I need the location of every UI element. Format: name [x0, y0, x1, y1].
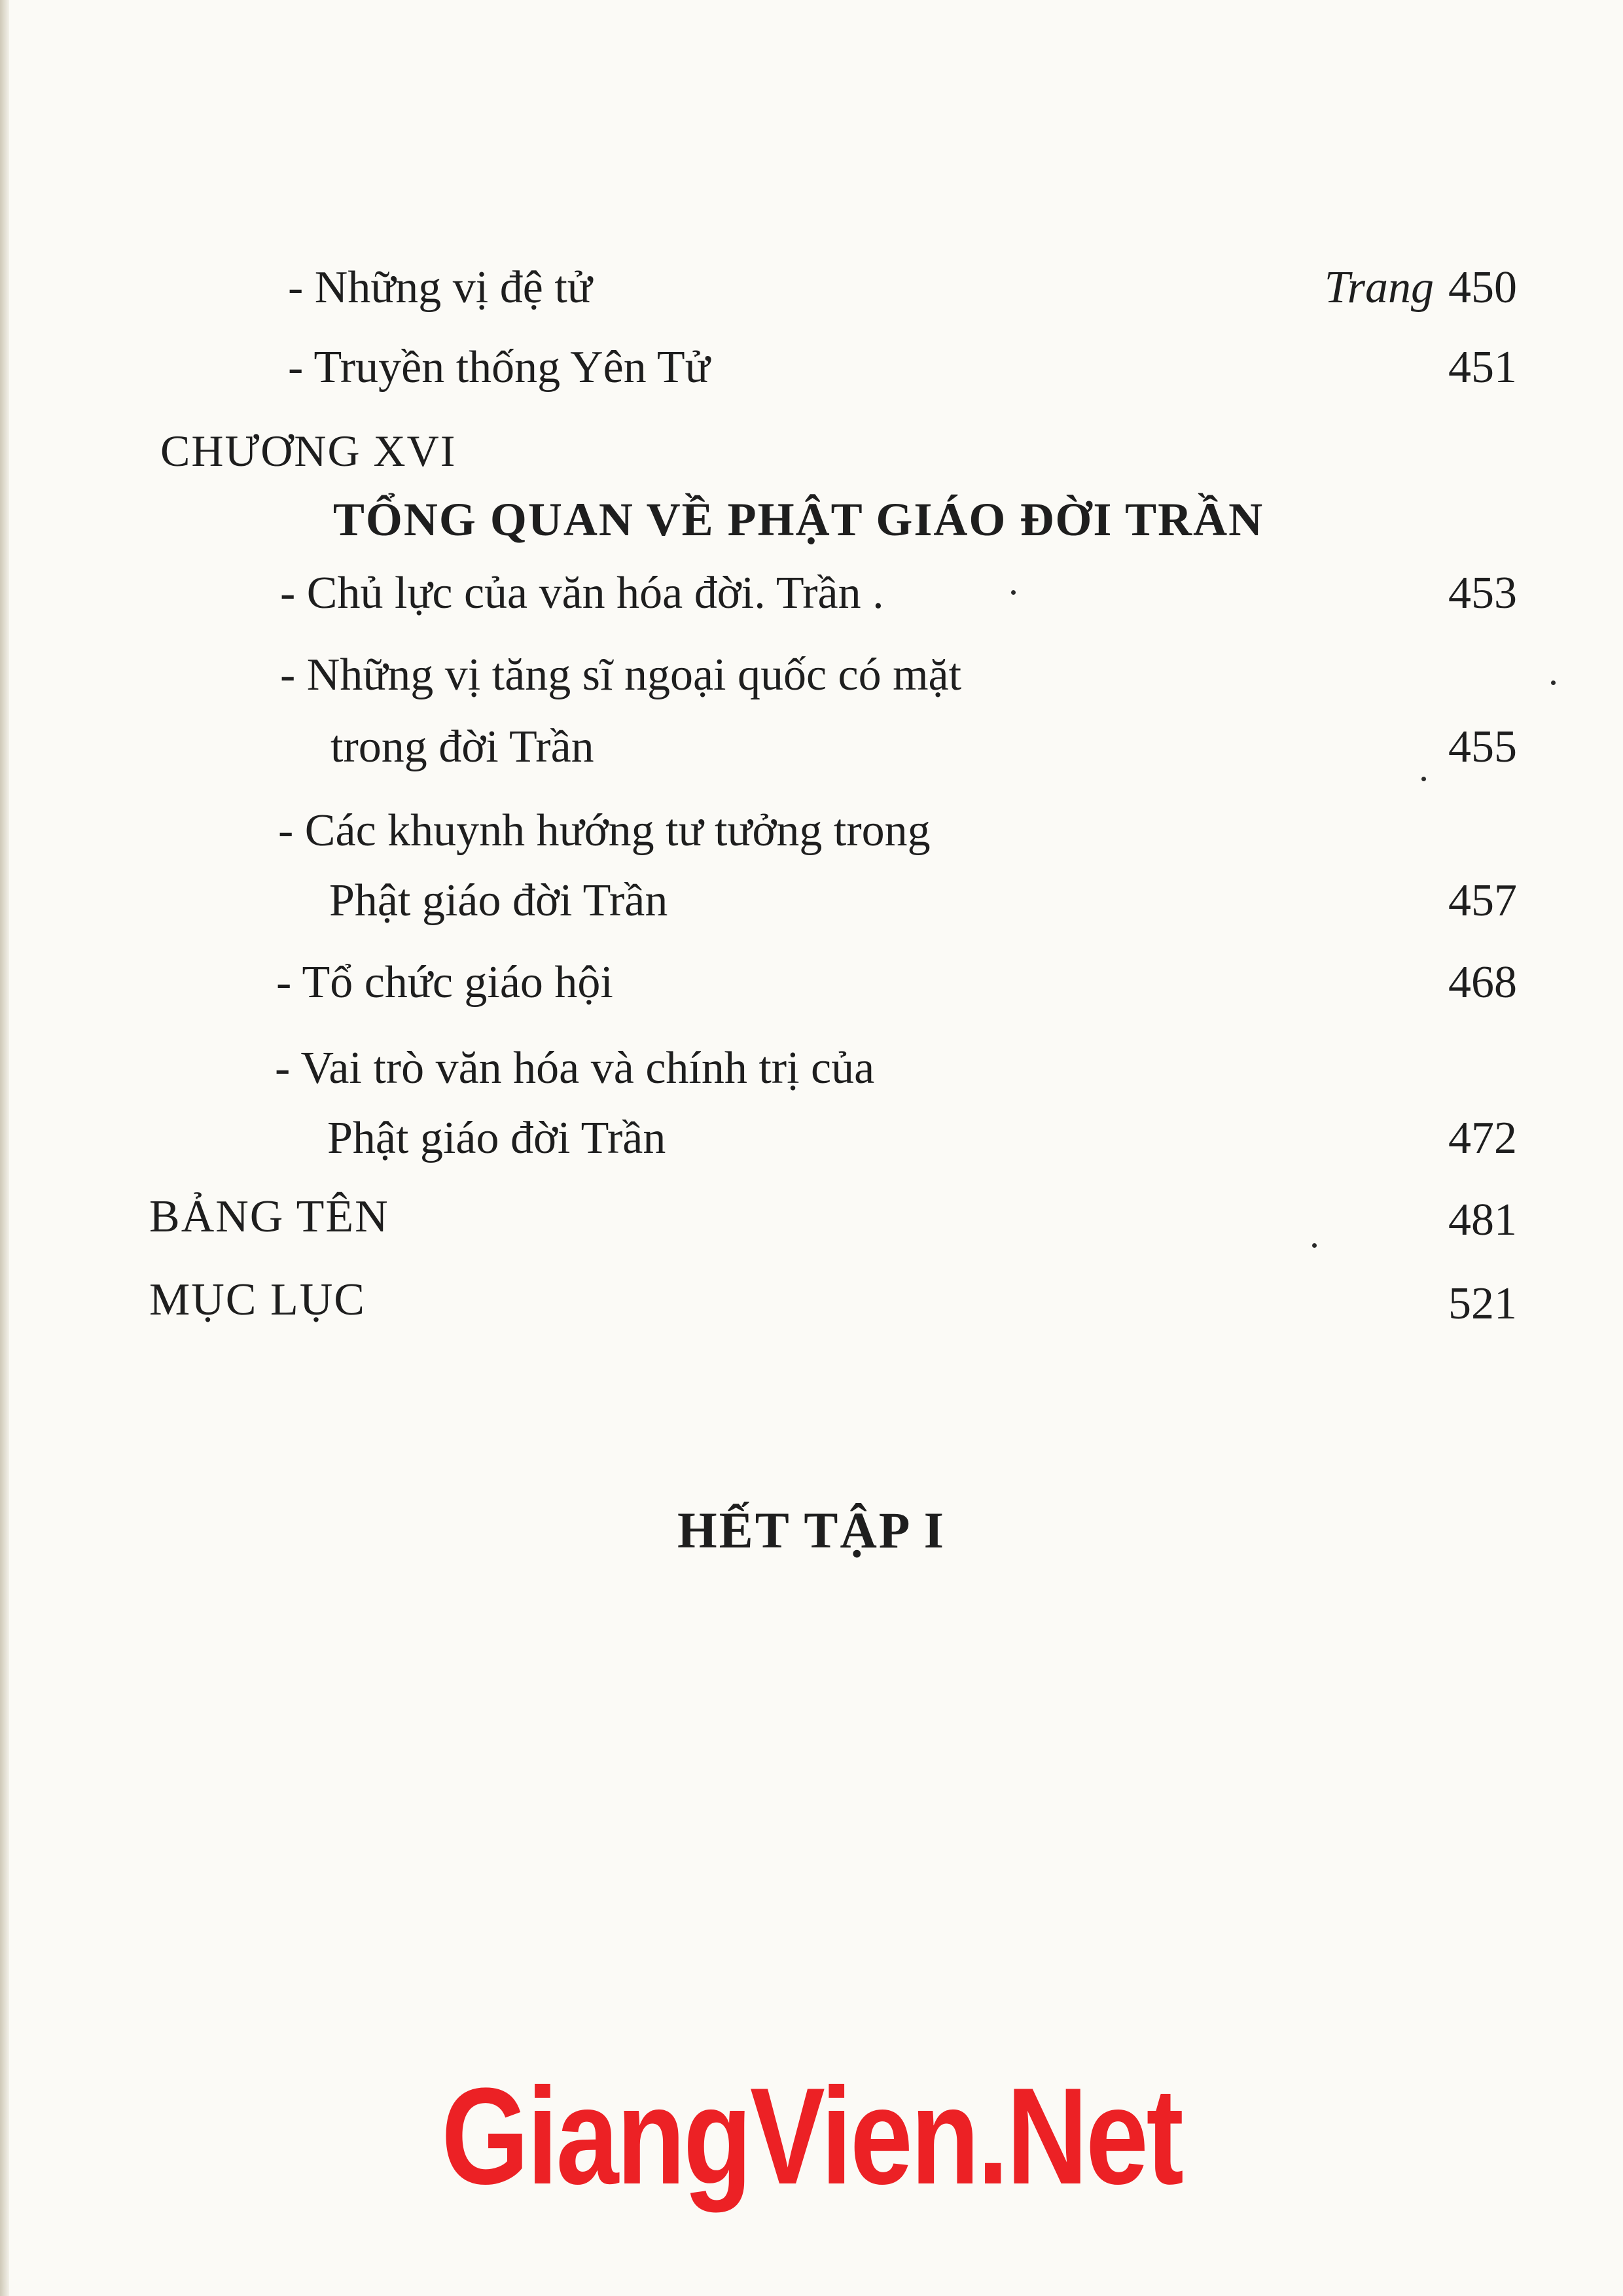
watermark-logo: GiangVien.Net — [441, 2059, 1182, 2213]
trang-label: Trang — [1324, 262, 1434, 313]
scan-speck — [1421, 777, 1426, 781]
toc-entry-text-continued: trong đời Trần — [330, 722, 594, 772]
scan-speck — [1011, 590, 1016, 595]
toc-entry-text: - Các khuynh hướng tư tưởng trong — [278, 805, 931, 856]
toc-entry-text: - Những vị đệ tử — [288, 262, 592, 313]
toc-entry-page: 472 — [1448, 1113, 1517, 1163]
toc-entry-page: 455 — [1448, 722, 1517, 772]
page-number: 450 — [1448, 262, 1517, 313]
appendix-entry-text: MỤC LỤC — [149, 1275, 366, 1325]
scan-speck — [1312, 1243, 1317, 1248]
toc-entry-text: - Chủ lực của văn hóa đời. Trần . — [280, 568, 884, 618]
toc-entry-page — [1324, 262, 1517, 313]
toc-entry-text-continued: Phật giáo đời Trần — [327, 1113, 666, 1163]
toc-entry-text: - Vai trò văn hóa và chính trị của — [275, 1043, 875, 1093]
toc-entry-text-continued: Phật giáo đời Trần — [329, 875, 668, 926]
toc-entry-page: 451 — [1448, 342, 1517, 393]
toc-entry-text: - Truyền thống Yên Tử — [288, 342, 710, 393]
appendix-entry-text: BẢNG TÊN — [149, 1192, 389, 1242]
end-of-volume-title: HẾT TẬP I — [677, 1502, 946, 1559]
chapter-label: CHƯƠNG XVI — [160, 426, 457, 476]
appendix-entry-page: 481 — [1448, 1195, 1517, 1245]
toc-entry-page: 453 — [1448, 568, 1517, 618]
toc-entry-page: 468 — [1448, 957, 1517, 1008]
toc-entry-text: - Những vị tăng sĩ ngoại quốc có mặt — [280, 650, 962, 700]
toc-entry-page: 457 — [1448, 875, 1517, 926]
chapter-title: TỔNG QUAN VỀ PHẬT GIÁO ĐỜI TRẦN — [332, 493, 1264, 546]
appendix-entry-page: 521 — [1448, 1279, 1517, 1329]
toc-entry-text: - Tổ chức giáo hội — [276, 957, 613, 1008]
page-edge-shadow — [0, 0, 9, 2296]
scan-speck — [1551, 680, 1556, 685]
